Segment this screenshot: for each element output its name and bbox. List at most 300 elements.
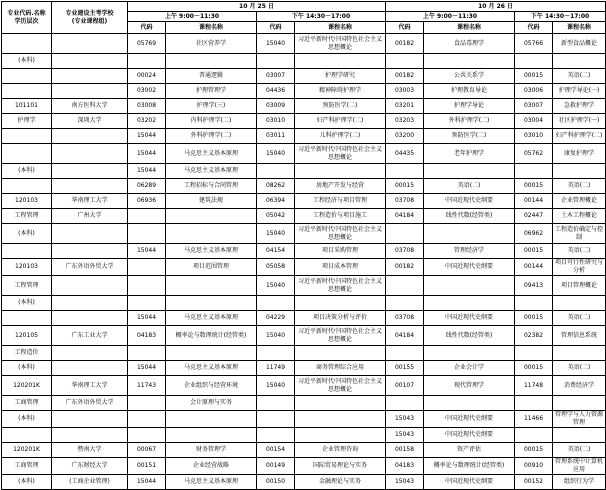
course-name [553,54,606,69]
course-name: 线性代数(经管类) [424,209,515,224]
table-row [2,259,606,276]
header-course: 课程名称 [424,22,515,34]
course-name [553,428,606,443]
course-code: 00158 [386,443,424,458]
major-cell: (本科) [2,411,52,428]
course-name: 康复护理学 [553,144,606,164]
course-name: 急救护理学 [553,99,606,114]
course-name [166,209,257,224]
table-row [2,99,606,114]
course-name: 老年护理学 [424,144,515,164]
course-code [515,296,553,311]
course-code: 08262 [257,179,295,194]
course-code: 15040 [257,276,295,296]
course-code: 03708 [386,194,424,209]
course-name: 项目决策分析与评价 [295,311,386,326]
course-name: 英语(二) [553,179,606,194]
course-code: 05769 [128,34,166,54]
course-code [128,346,166,361]
course-code: 00154 [257,443,295,458]
course-name [424,396,515,411]
course-code: 06289 [128,179,166,194]
course-code: 04435 [386,144,424,164]
header-code: 代码 [386,22,424,34]
header-pm2: 下午 14:30－17:00 [515,12,606,22]
course-name: 线性代数(经管类) [424,326,515,346]
course-code: 00015 [386,179,424,194]
course-name: 英语(二) [553,69,606,84]
header-code: 代码 [257,22,295,34]
course-name: 企业经营战略 [166,458,257,475]
major-cell [2,244,52,259]
course-code [257,411,295,428]
course-name: 护理学(三) [166,99,257,114]
course-name: 妇产科护理学(二) [553,129,606,144]
table-row [2,458,606,475]
header-course: 课程名称 [166,22,257,34]
course-code: 06394 [257,194,295,209]
table-row [2,144,606,164]
major-cell [2,69,52,84]
major-cell: 工程造价 [2,346,52,361]
course-code: 05042 [257,209,295,224]
course-code: 04154 [257,244,295,259]
major-cell: 工程管理 [2,276,52,296]
school-cell [52,54,128,69]
major-cell: (本科) [2,164,52,179]
course-code: 00150 [257,475,295,490]
course-name: 妇产科护理学(二) [295,114,386,129]
course-name [424,224,515,244]
course-name [424,296,515,311]
course-name: 习近平新时代中国特色社会主义思想概论 [295,376,386,396]
course-name [295,296,386,311]
major-cell [2,428,52,443]
table-row [2,428,606,443]
table-row [2,276,606,296]
course-name: 英语(二) [553,361,606,376]
course-code: 15043 [386,411,424,428]
course-name [424,164,515,179]
table-row [2,376,606,396]
major-cell: 工商管理 [2,396,52,411]
course-name: 预防医学(二) [424,129,515,144]
course-code: 03200 [386,129,424,144]
course-code: 11743 [128,376,166,396]
course-code [515,346,553,361]
school-cell [52,311,128,326]
header-date1: 10 月 25 日 [128,2,386,12]
course-name [424,346,515,361]
course-code [257,396,295,411]
course-code: 15043 [386,475,424,490]
course-code: 03708 [386,311,424,326]
course-name: 项目管理概论 [553,276,606,296]
course-name: 会计原理与实务 [166,396,257,411]
exam-schedule-table [1,1,606,490]
school-cell [52,346,128,361]
course-name: 项目范围管理 [166,259,257,276]
course-code: 15040 [257,326,295,346]
school-cell [52,224,128,244]
course-code [386,396,424,411]
course-code: 15044 [128,129,166,144]
course-name [295,164,386,179]
course-name [166,428,257,443]
course-name: 社区营养学 [166,34,257,54]
major-cell: (本科) [2,296,52,311]
course-code [257,54,295,69]
course-code: 00015 [515,361,553,376]
course-code: 00015 [515,179,553,194]
major-cell: 工程管理 [2,209,52,224]
course-name: 中国近现代史纲要 [424,428,515,443]
course-code [257,164,295,179]
course-code [128,296,166,311]
course-name: 资产评估 [424,443,515,458]
course-code: 03708 [386,244,424,259]
major-cell: 工商管理 [2,458,52,475]
course-name: 外科护理学(二) [166,129,257,144]
course-code: 00015 [515,244,553,259]
school-cell: 广东工业大学 [52,326,128,346]
course-code: 15044 [128,144,166,164]
table-row [2,164,606,179]
course-code: 15044 [128,475,166,490]
course-name: 中国近现代史纲要 [424,259,515,276]
school-cell: 广东外语外贸大学 [52,396,128,411]
header-pm1: 下午 14:30－17:00 [257,12,386,22]
table-row [2,443,606,458]
table-row [2,69,606,84]
course-name: 马克思主义基本原理 [166,475,257,490]
course-name: 英语(二) [553,244,606,259]
course-code: 03202 [128,114,166,129]
course-code: 03004 [515,114,553,129]
course-name: 护理学导论(一) [553,84,606,99]
course-name [424,276,515,296]
course-name: 工程造价确定与控制 [553,224,606,244]
course-code: 03011 [257,129,295,144]
course-code [386,296,424,311]
header-course: 课程名称 [553,22,606,34]
major-cell: 120103 [2,194,52,209]
course-code: 00155 [386,361,424,376]
school-cell: 广州大学 [52,209,128,224]
school-cell [52,428,128,443]
school-cell: 广东财经大学 [52,458,128,475]
school-cell [52,179,128,194]
course-code: 03007 [257,69,295,84]
course-name: 管理学与人力资源管理 [553,411,606,428]
course-code [515,54,553,69]
major-cell: 120105 [2,326,52,346]
course-code: 00910 [515,458,553,475]
course-name [553,164,606,179]
course-code: 00015 [515,69,553,84]
header-code: 代码 [515,22,553,34]
course-code: 03010 [257,114,295,129]
course-code [515,396,553,411]
course-name: 工程经济与项目管理 [295,194,386,209]
course-name: 食品毒理学 [424,34,515,54]
course-code [386,54,424,69]
major-cell [2,34,52,54]
school-cell [52,411,128,428]
course-code [386,224,424,244]
major-cell: (本科) [2,224,52,244]
course-code: 00144 [515,259,553,276]
course-name [424,54,515,69]
course-code [128,428,166,443]
course-code: 03003 [386,84,424,99]
course-code: 15040 [257,224,295,244]
course-code: 05766 [515,34,553,54]
course-code: 15040 [257,34,295,54]
course-code [128,54,166,69]
course-code [257,428,295,443]
course-code: 15044 [128,311,166,326]
table-row [2,411,606,428]
school-cell [52,276,128,296]
course-name: 房地产开发与经营 [295,179,386,194]
school-cell [52,144,128,164]
course-name: 英语(二) [424,179,515,194]
table-row [2,244,606,259]
table-row [2,296,606,311]
course-code: 09413 [515,276,553,296]
table-row [2,311,606,326]
course-name [166,276,257,296]
course-name [166,54,257,69]
course-name [166,411,257,428]
major-cell: 护理学 [2,114,52,129]
table-row [2,326,606,346]
course-code: 03010 [515,129,553,144]
course-code: 04183 [128,326,166,346]
course-name: 概率论与数理统计(经管类) [166,326,257,346]
course-name: 普通逻辑 [166,69,257,84]
course-name: 儿科护理学(二) [295,129,386,144]
course-name: 中国近现代史纲要 [424,311,515,326]
course-code: 05058 [257,259,295,276]
course-code [515,164,553,179]
course-name: 精神障碍护理学 [295,84,386,99]
course-name: 企业组织与经营环境 [166,376,257,396]
school-cell: (工商企业管理) [52,475,128,490]
major-cell [2,144,52,164]
course-code: 00107 [386,376,424,396]
major-cell: (本科) [2,54,52,69]
course-name [166,346,257,361]
course-name: 工程招标与合同管理 [166,179,257,194]
course-name: 管理经济学 [424,244,515,259]
course-code: 00015 [515,311,553,326]
major-cell: 120201K [2,376,52,396]
course-name: 护理学研究 [295,69,386,84]
course-code: 11748 [515,376,553,396]
course-name [295,411,386,428]
course-code: 02447 [515,209,553,224]
course-name: 护理教育导论 [424,84,515,99]
table-row [2,346,606,361]
course-code: 15044 [128,164,166,179]
course-name: 习近平新时代中国特色社会主义思想概论 [295,326,386,346]
course-code: 00149 [257,458,295,475]
course-code: 15044 [128,361,166,376]
table-row [2,209,606,224]
table-row [2,194,606,209]
course-code [128,259,166,276]
course-name: 商务管理综合应用 [295,361,386,376]
course-name: 马克思主义基本原理 [166,244,257,259]
course-code: 00144 [515,194,553,209]
school-cell: 暨南大学 [52,443,128,458]
course-name: 建筑法规 [166,194,257,209]
course-name [553,346,606,361]
school-cell: 华南理工大学 [52,194,128,209]
course-code: 00024 [128,69,166,84]
course-code [128,224,166,244]
course-name: 国际贸易理论与实务 [295,458,386,475]
course-name: 中国近现代史纲要 [424,411,515,428]
school-cell [52,34,128,54]
course-code: 04229 [257,311,295,326]
table-row [2,84,606,99]
course-name: 马克思主义基本原理 [166,164,257,179]
course-code: 03009 [257,99,295,114]
table-row [2,224,606,244]
course-name: 习近平新时代中国特色社会主义思想概论 [295,34,386,54]
header-am2: 上午 9:00－11:30 [386,12,515,22]
course-name: 金融理论与实务 [295,475,386,490]
course-name: 中国近现代史纲要 [424,475,515,490]
course-code: 00152 [515,475,553,490]
course-name: 社区护理学(一) [553,114,606,129]
table-row [2,54,606,69]
course-code [128,276,166,296]
major-cell: (本科) [2,475,52,490]
school-cell: 南方医科大学 [52,99,128,114]
course-name: 企业会计学 [424,361,515,376]
course-name: 外科护理学(二) [424,114,515,129]
course-code: 04184 [386,326,424,346]
course-name [166,296,257,311]
header-school: 专业建设主考学校 (专业课程组) [52,2,128,34]
course-name: 企业管理咨询 [295,443,386,458]
major-cell [2,129,52,144]
course-code: 03203 [386,114,424,129]
header-major: 专业代码.名称 学历层次 [2,2,52,34]
course-code: 03002 [128,84,166,99]
course-code: 03006 [515,84,553,99]
course-code: 00182 [386,259,424,276]
course-code: 04183 [386,458,424,475]
course-name: 习近平新时代中国特色社会主义思想概论 [295,224,386,244]
course-code [386,276,424,296]
course-code: 00182 [386,69,424,84]
course-name [295,54,386,69]
school-cell [52,129,128,144]
course-code: 11466 [515,411,553,428]
course-code [386,346,424,361]
course-code: 15040 [257,376,295,396]
course-name: 财务管理学 [166,443,257,458]
course-name: 马克思主义基本原理 [166,361,257,376]
course-code: 00151 [128,458,166,475]
course-name [295,428,386,443]
course-code: 03007 [515,99,553,114]
course-code: 03008 [128,99,166,114]
course-name [553,296,606,311]
major-cell [2,84,52,99]
school-cell [52,69,128,84]
table-row [2,475,606,490]
course-name: 管理系统中计算机应用 [553,458,606,475]
course-name: 英语(二) [553,311,606,326]
school-cell [52,164,128,179]
course-name: 习近平新时代中国特色社会主义思想概论 [295,276,386,296]
course-name: 内科护理学(二) [166,114,257,129]
course-name: 习近平新时代中国特色社会主义思想概论 [295,144,386,164]
course-name: 护理管理学 [166,84,257,99]
table-row [2,114,606,129]
course-code: 00182 [386,34,424,54]
course-code: 03201 [386,99,424,114]
course-name: 项目成本管理 [295,259,386,276]
course-name [295,346,386,361]
school-cell: 广东外语外贸大学 [52,259,128,276]
table-row [2,129,606,144]
course-code: 15044 [128,244,166,259]
course-code [128,209,166,224]
course-name [166,224,257,244]
school-cell [52,84,128,99]
course-name: 护理学导论 [424,99,515,114]
course-code: 05762 [515,144,553,164]
course-name: 项目采购管理 [295,244,386,259]
course-name: 管理信息系统 [553,326,606,346]
course-name: 组织行为学 [553,475,606,490]
course-name: 概率论与数理统计(经管类) [424,458,515,475]
schedule-rows [2,34,606,490]
school-cell [52,244,128,259]
course-name: 工程造价与项目施工 [295,209,386,224]
course-name: 中国近现代史纲要 [424,194,515,209]
school-cell: 华南理工大学 [52,376,128,396]
major-cell: 120201K [2,443,52,458]
course-name [295,396,386,411]
school-cell: 深圳大学 [52,114,128,129]
course-name: 公共关系学 [424,69,515,84]
course-code: 04436 [257,84,295,99]
header-course: 课程名称 [295,22,386,34]
course-code: 02382 [515,326,553,346]
course-code [515,428,553,443]
school-cell [52,361,128,376]
major-cell [2,179,52,194]
major-cell: (本科) [2,361,52,376]
course-code [257,296,295,311]
course-code: 11749 [257,361,295,376]
course-code [128,411,166,428]
major-cell: 120103 [2,259,52,276]
course-code: 06962 [515,224,553,244]
table-row [2,361,606,376]
course-name [553,396,606,411]
course-code: 00067 [128,443,166,458]
course-code: 15043 [386,428,424,443]
